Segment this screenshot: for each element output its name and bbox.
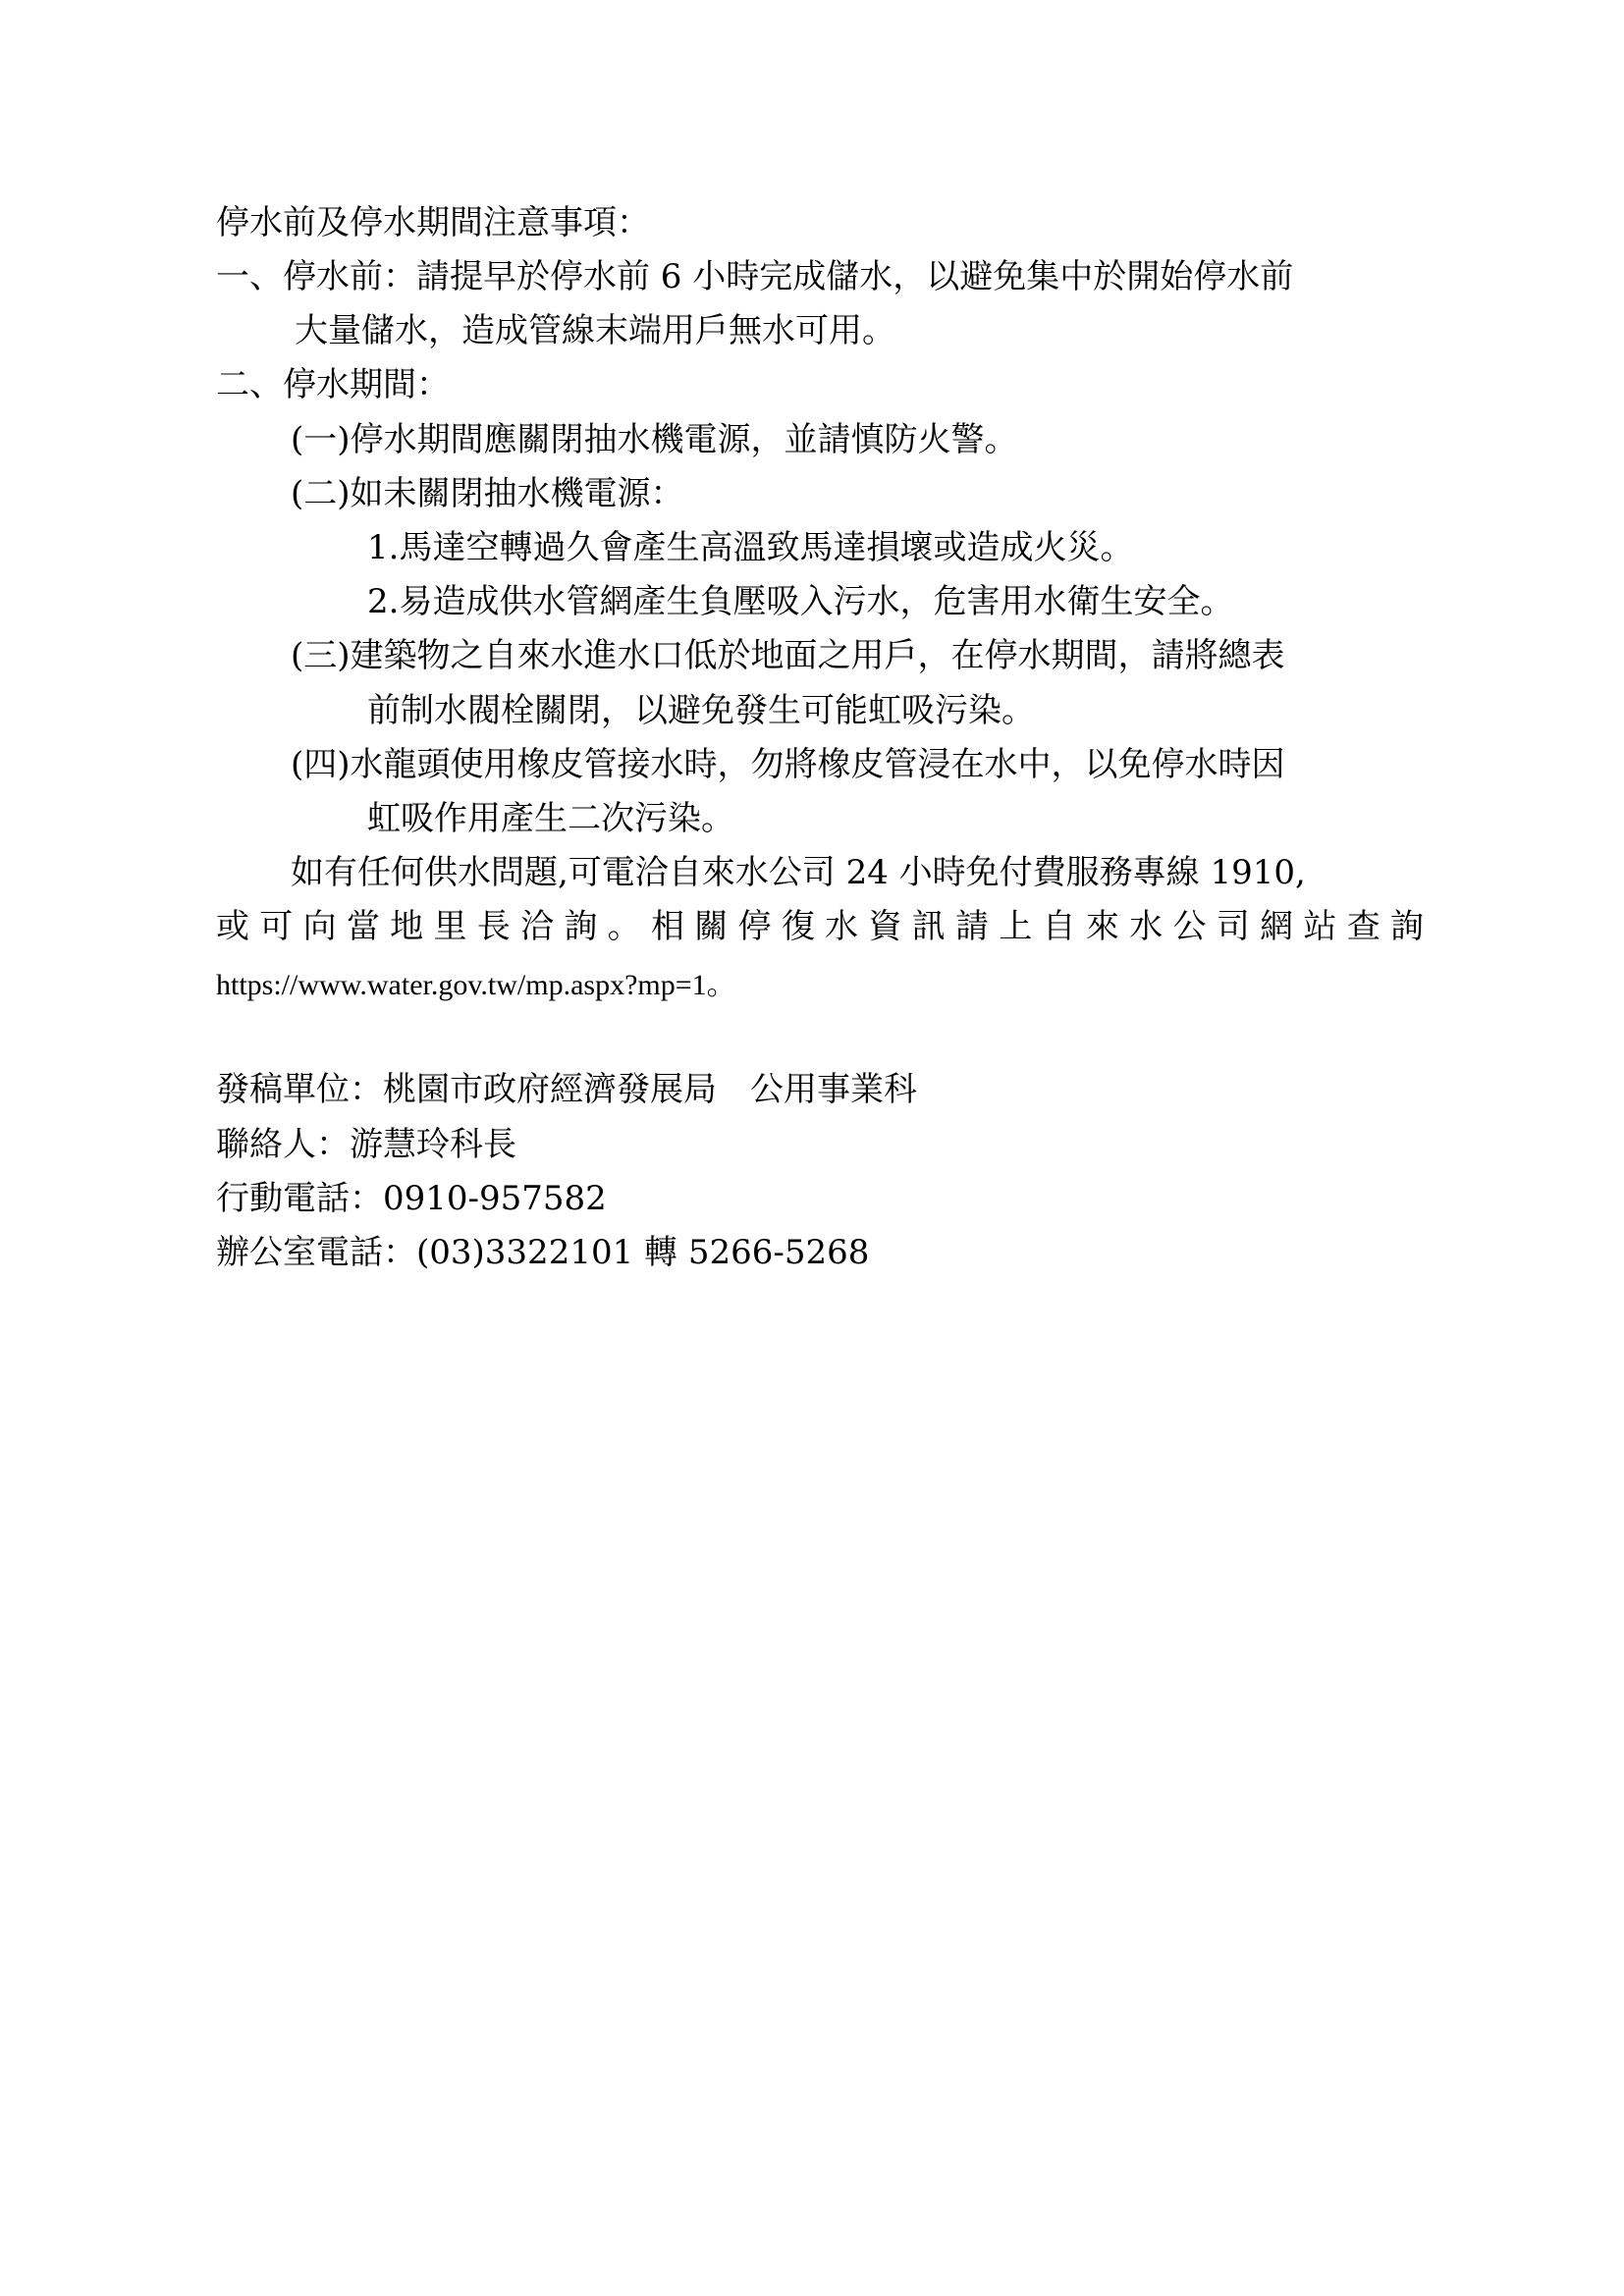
publisher-office-phone: 辦公室電話：(03)3322101 轉 5266-5268 — [216, 1233, 870, 1272]
section2-item2: (二)如未關閉抽水機電源： — [291, 474, 684, 513]
section2-sub2: 2.易造成供水管網產生負壓吸入污水，危害用水衛生安全。 — [367, 582, 1234, 621]
publisher-contact-person: 聯絡人：游慧玲科長 — [216, 1125, 516, 1164]
publisher-mobile: 行動電話：0910-957582 — [216, 1179, 607, 1218]
contact-para-line1: 如有任何供水問題,可電洽自來水公司 24 小時免付費服務專線 1910, — [291, 853, 1306, 892]
section2-item3-line1: (三)建築物之自來水進水口低於地面之用戶，在停水期間，請將總表 — [291, 636, 1285, 675]
section2-sub1: 1.馬達空轉過久會產生高溫致馬達損壞或造成火災。 — [367, 528, 1134, 567]
section2-title: 二、停水期間： — [216, 365, 450, 404]
section1-line1: 一、停水前：請提早於停水前 6 小時完成儲水，以避免集中於開始停水前 — [216, 257, 1294, 296]
section2-item3-line2: 前制水閥栓關閉，以避免發生可能虹吸污染。 — [367, 691, 1035, 730]
contact-para-line2: 或可向當地里長洽詢。相關停復水資訊請上自來水公司網站查詢 — [216, 907, 1424, 946]
section2-item1: (一)停水期間應關閉抽水機電源，並請慎防火警。 — [291, 420, 1018, 459]
notice-heading: 停水前及停水期間注意事項： — [216, 203, 650, 242]
section2-item4-line2: 虹吸作用產生二次污染。 — [367, 799, 734, 838]
section2-item4-line1: (四)水龍頭使用橡皮管接水時，勿將橡皮管浸在水中，以免停水時因 — [291, 745, 1285, 784]
publisher-unit: 發稿單位：桃園市政府經濟發展局 公用事業科 — [216, 1070, 917, 1109]
section1-line2: 大量儲水，造成管線末端用戶無水可用。 — [295, 311, 895, 350]
water-company-url: https://www.water.gov.tw/mp.aspx?mp=1。 — [216, 969, 736, 1001]
